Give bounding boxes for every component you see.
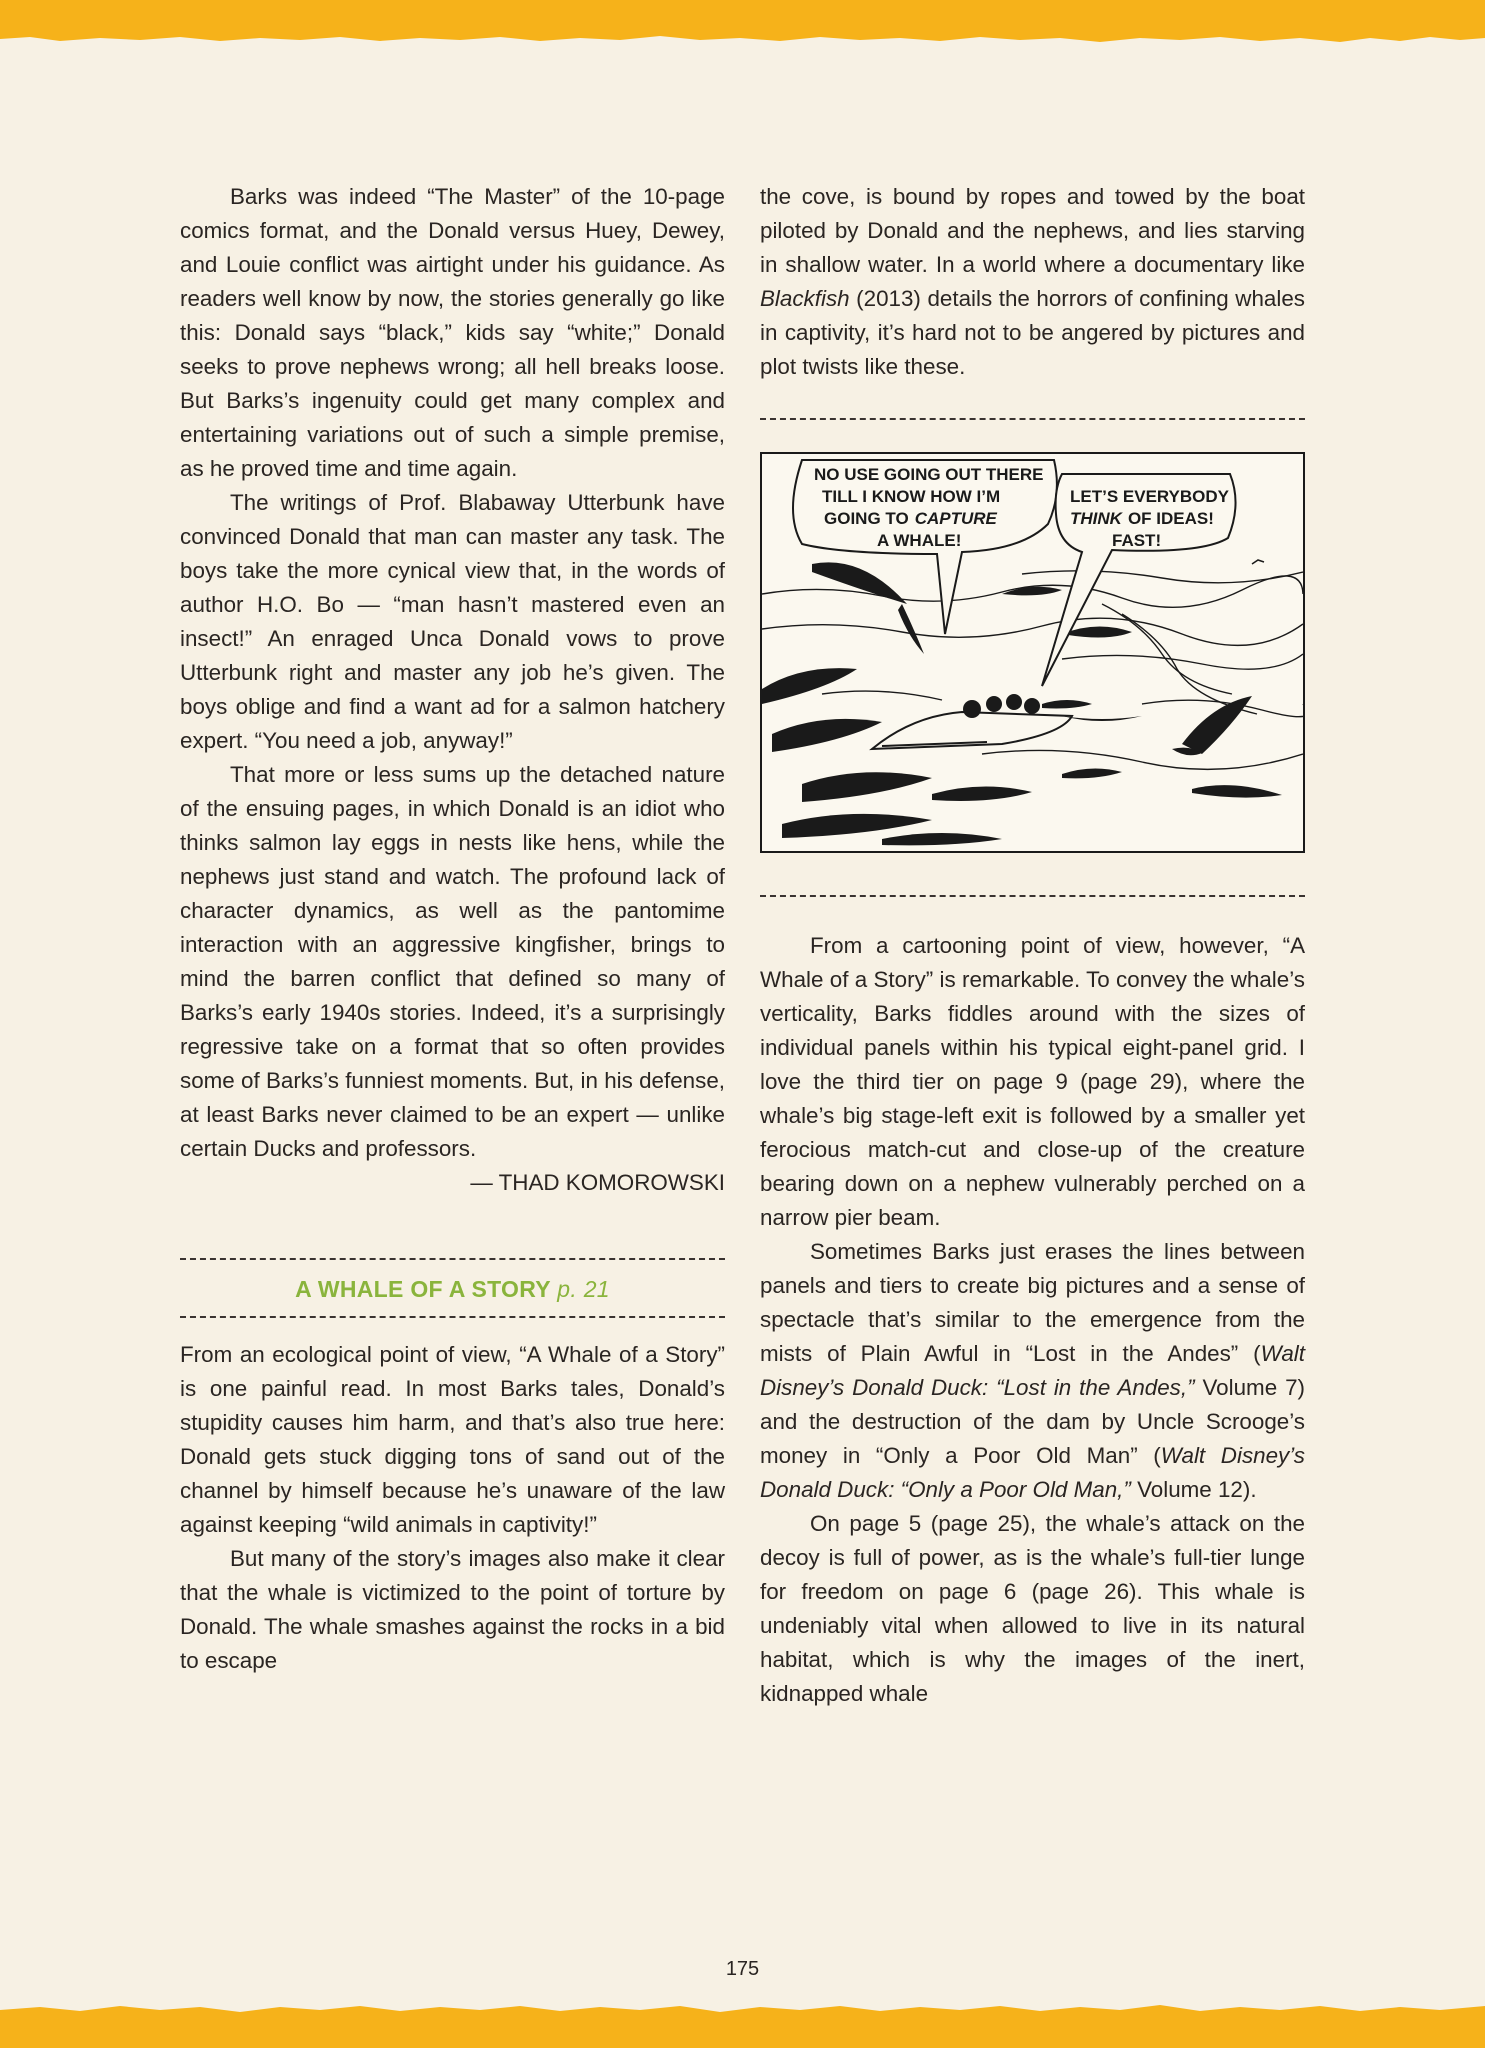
body-paragraph: Sometimes Barks just erases the lines between panels and tiers to create big pictures and a sense of spectacle that’s similar to the emergence from the mists of Plain Awful in “Lost in the Andes” (Walt Disney’s Donald Duck: “Lost in the Andes,” Volume 7) and the destruction of the dam by Uncle Scrooge’s money in “Only a Poor Old Man” (Walt Disney’s Donald Duck: “Only a Poor Old Man,” Volume 12). (760, 1239, 1305, 1502)
balloon-left-line-2: TILL I KNOW HOW I’M (822, 487, 1001, 506)
page-number: 175 (725, 1958, 760, 1980)
body-paragraph: From a cartooning point of view, however, “A Whale of a Story” is remarkable. To convey the whale’s verticality, Barks fiddles around with the sizes of individual panels within his typical eight-panel grid. I love the third tier on page 9 (page 29), where the whale’s big stage-left exit is followed by a smaller yet ferocious match-cut and close-up of the creature bearing down on a nephew vulnerably perched on a narrow pier beam. (760, 933, 1305, 1230)
film-title: Blackfish (760, 286, 850, 311)
body-paragraph: Barks was indeed “The Master” of the 10-page comics format, and the Donald versus Huey, Dewey, and Louie conflict was airtight under his guidance. As readers well know by now, the stories generally go like this: Donald says “black,” kids say “white;” Donald seeks to prove nephews wrong; all hell breaks loose. But Barks’s ingenuity could get many complex and entertaining variations out of such a simple premise, as he proved time and time again. (180, 184, 725, 481)
balloon-right-emphasis: THINK (1070, 509, 1122, 528)
balloon-left-emphasis: CAPTURE (914, 509, 997, 528)
body-paragraph: The writings of Prof. Blabaway Utterbunk have convinced Donald that man can master any task. The boys take the more cynical view that, in the words of author H.O. Bo — “man hasn’t mastered even an insect!” An enraged Unca Donald vows to prove Utterbunk right and master any job he’s given. The boys oblige and find a want ad for a salmon hatchery expert. “You need a job, anyway!” (180, 490, 725, 753)
book-reference: Walt Disney’s Donald Duck: “Only a Poor Old Man,” (760, 1443, 1305, 1502)
comic-panel-figure (760, 452, 1305, 853)
body-paragraph: the cove, is bound by ropes and towed by the boat piloted by Donald and the nephews, and lies starving in shallow water. In a world where a documentary like Blackfish (2013) details the horrors of confining whales in captivity, it’s hard not to be angered by pictures and plot twists like these. (760, 184, 1305, 379)
section-heading (180, 1270, 725, 1308)
section-page-ref: p. 21 (557, 1276, 610, 1302)
balloon-right-line-1: LET’S EVERYBODY (1070, 487, 1230, 506)
divider (180, 1258, 725, 1260)
body-paragraph: On page 5 (page 25), the whale’s attack on the decoy is full of power, as is the whale’s full-tier lunge for freedom on page 6 (page 26). This whale is undeniably vital when allowed to live in its natural habitat, which is why the images of the inert, kidnapped whale (760, 1511, 1305, 1706)
speech-balloon-right (1042, 474, 1236, 686)
left-column (180, 180, 725, 1678)
comic-illustration (762, 454, 1303, 851)
balloon-left-line-3: GOING TO (824, 509, 909, 528)
balloon-right-line-3: OF IDEAS! (1127, 509, 1214, 528)
speech-balloon-left (793, 460, 1057, 634)
bottom-color-band (0, 1990, 1485, 2048)
body-paragraph: From an ecological point of view, “A Whale of a Story” is one painful read. In most Barks tales, Donald’s stupidity causes him harm, and that’s also true here: Donald gets stuck digging tons of sand out of the channel by himself because he’s unaware of the law against keeping “wild animals in captivity!” (180, 1342, 725, 1537)
svg-text:THINKOF IDEAS! (1070, 509, 1214, 528)
balloon-left-line-5: A WHALE! (877, 531, 962, 550)
balloon-right-line-4: FAST! (1112, 531, 1162, 550)
book-reference: Walt Disney’s Donald Duck: “Lost in the Andes,” (760, 1341, 1305, 1400)
author-signature: — THAD KOMOROWSKI (470, 1170, 725, 1195)
top-color-band (0, 0, 1485, 58)
body-paragraph: But many of the story’s images also make it clear that the whale is victimized to the point of torture by Donald. The whale smashes against the rocks in a bid to escape (180, 1546, 725, 1673)
body-paragraph: That more or less sums up the detached nature of the ensuing pages, in which Donald is an idiot who thinks salmon lay eggs in nests like hens, while the nephews just stand and watch. The profound lack of character dynamics, as well as the pantomime interaction with an aggressive kingfisher, brings to mind the barren conflict that defined so many of Barks’s early 1940s stories. Indeed, it’s a surprisingly regressive take on a format that so often provides some of Barks’s funniest moments. But, in his defense, at least Barks never claimed to be an expert — unlike certain Ducks and professors. (180, 762, 725, 1161)
section-title: A WHALE OF A STORY (295, 1276, 551, 1302)
balloon-left-line-1: NO USE GOING OUT THERE (814, 465, 1044, 484)
comic-panel (760, 452, 1305, 853)
right-column (760, 180, 1305, 1711)
